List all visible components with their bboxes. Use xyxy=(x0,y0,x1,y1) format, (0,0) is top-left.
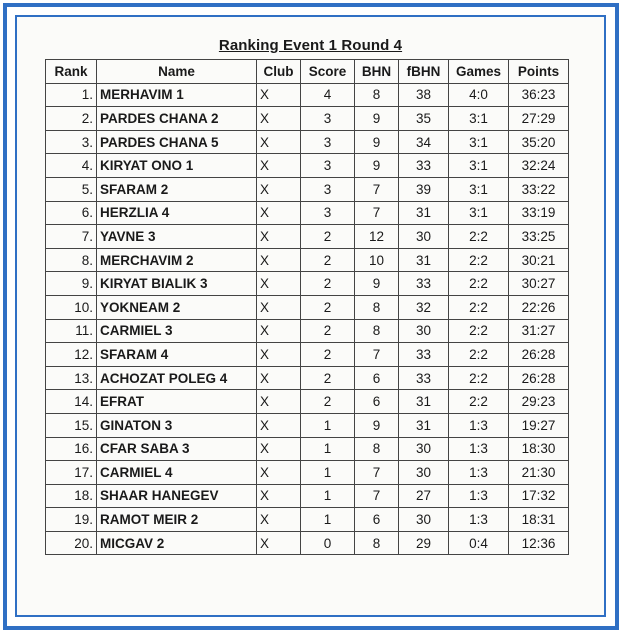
cell-name: MERCHAVIM 2 xyxy=(97,248,257,272)
cell-points: 26:28 xyxy=(509,343,569,367)
cell-points: 33:22 xyxy=(509,177,569,201)
cell-score: 3 xyxy=(301,154,355,178)
cell-club: X xyxy=(257,272,301,296)
cell-games: 2:2 xyxy=(449,225,509,249)
cell-score: 1 xyxy=(301,484,355,508)
cell-points: 36:23 xyxy=(509,83,569,107)
header-name: Name xyxy=(97,60,257,84)
cell-fbhn: 39 xyxy=(399,177,449,201)
cell-club: X xyxy=(257,154,301,178)
cell-games: 1:3 xyxy=(449,484,509,508)
cell-points: 18:31 xyxy=(509,508,569,532)
cell-bhn: 7 xyxy=(355,201,399,225)
cell-name: SFARAM 2 xyxy=(97,177,257,201)
cell-bhn: 9 xyxy=(355,413,399,437)
table-row xyxy=(46,343,569,367)
cell-name: PARDES CHANA 2 xyxy=(97,107,257,131)
cell-bhn: 8 xyxy=(355,83,399,107)
table-row xyxy=(46,154,569,178)
cell-bhn: 10 xyxy=(355,248,399,272)
cell-games: 2:2 xyxy=(449,295,509,319)
cell-fbhn: 38 xyxy=(399,83,449,107)
cell-points: 22:26 xyxy=(509,295,569,319)
cell-name: CARMIEL 4 xyxy=(97,461,257,485)
cell-name: GINATON 3 xyxy=(97,413,257,437)
cell-rank: 9. xyxy=(46,272,97,296)
cell-bhn: 9 xyxy=(355,154,399,178)
cell-score: 1 xyxy=(301,437,355,461)
cell-rank: 16. xyxy=(46,437,97,461)
cell-name: YAVNE 3 xyxy=(97,225,257,249)
cell-name: RAMOT MEIR 2 xyxy=(97,508,257,532)
cell-score: 1 xyxy=(301,413,355,437)
table-row xyxy=(46,248,569,272)
cell-bhn: 7 xyxy=(355,177,399,201)
table-row xyxy=(46,177,569,201)
cell-bhn: 6 xyxy=(355,366,399,390)
cell-rank: 12. xyxy=(46,343,97,367)
cell-rank: 20. xyxy=(46,531,97,555)
header-club: Club xyxy=(257,60,301,84)
cell-rank: 3. xyxy=(46,130,97,154)
cell-fbhn: 33 xyxy=(399,343,449,367)
cell-club: X xyxy=(257,531,301,555)
cell-club: X xyxy=(257,130,301,154)
cell-bhn: 8 xyxy=(355,437,399,461)
cell-club: X xyxy=(257,484,301,508)
cell-fbhn: 30 xyxy=(399,225,449,249)
cell-score: 2 xyxy=(301,319,355,343)
table-row xyxy=(46,461,569,485)
cell-points: 32:24 xyxy=(509,154,569,178)
cell-club: X xyxy=(257,201,301,225)
cell-fbhn: 30 xyxy=(399,319,449,343)
cell-points: 18:30 xyxy=(509,437,569,461)
cell-points: 17:32 xyxy=(509,484,569,508)
table-row xyxy=(46,83,569,107)
cell-name: KIRYAT ONO 1 xyxy=(97,154,257,178)
cell-games: 1:3 xyxy=(449,437,509,461)
cell-bhn: 7 xyxy=(355,343,399,367)
cell-club: X xyxy=(257,437,301,461)
cell-score: 4 xyxy=(301,83,355,107)
cell-club: X xyxy=(257,366,301,390)
table-row xyxy=(46,390,569,414)
cell-bhn: 8 xyxy=(355,531,399,555)
cell-fbhn: 31 xyxy=(399,390,449,414)
cell-score: 2 xyxy=(301,225,355,249)
cell-score: 0 xyxy=(301,531,355,555)
cell-rank: 4. xyxy=(46,154,97,178)
cell-score: 2 xyxy=(301,295,355,319)
cell-club: X xyxy=(257,225,301,249)
cell-points: 33:25 xyxy=(509,225,569,249)
cell-score: 1 xyxy=(301,508,355,532)
table-row xyxy=(46,484,569,508)
cell-score: 3 xyxy=(301,201,355,225)
cell-name: KIRYAT BIALIK 3 xyxy=(97,272,257,296)
header-fbhn: fBHN xyxy=(399,60,449,84)
header-points: Points xyxy=(509,60,569,84)
cell-fbhn: 30 xyxy=(399,437,449,461)
cell-games: 2:2 xyxy=(449,248,509,272)
cell-club: X xyxy=(257,295,301,319)
cell-club: X xyxy=(257,83,301,107)
cell-bhn: 6 xyxy=(355,390,399,414)
cell-bhn: 7 xyxy=(355,484,399,508)
table-row xyxy=(46,107,569,131)
cell-name: SHAAR HANEGEV xyxy=(97,484,257,508)
cell-fbhn: 34 xyxy=(399,130,449,154)
cell-fbhn: 33 xyxy=(399,272,449,296)
cell-club: X xyxy=(257,461,301,485)
table-row xyxy=(46,413,569,437)
table-row xyxy=(46,531,569,555)
cell-score: 2 xyxy=(301,248,355,272)
cell-rank: 14. xyxy=(46,390,97,414)
cell-points: 35:20 xyxy=(509,130,569,154)
cell-score: 2 xyxy=(301,366,355,390)
cell-points: 19:27 xyxy=(509,413,569,437)
cell-name: YOKNEAM 2 xyxy=(97,295,257,319)
cell-name: CARMIEL 3 xyxy=(97,319,257,343)
cell-rank: 5. xyxy=(46,177,97,201)
header-score: Score xyxy=(301,60,355,84)
cell-games: 2:2 xyxy=(449,366,509,390)
cell-points: 33:19 xyxy=(509,201,569,225)
cell-games: 3:1 xyxy=(449,154,509,178)
cell-fbhn: 30 xyxy=(399,508,449,532)
cell-games: 2:2 xyxy=(449,272,509,296)
cell-points: 26:28 xyxy=(509,366,569,390)
cell-rank: 6. xyxy=(46,201,97,225)
outer-frame xyxy=(3,3,619,630)
cell-score: 3 xyxy=(301,130,355,154)
cell-club: X xyxy=(257,319,301,343)
cell-rank: 11. xyxy=(46,319,97,343)
table-row xyxy=(46,366,569,390)
cell-score: 3 xyxy=(301,177,355,201)
cell-games: 3:1 xyxy=(449,107,509,131)
cell-score: 3 xyxy=(301,107,355,131)
cell-games: 1:3 xyxy=(449,508,509,532)
cell-points: 29:23 xyxy=(509,390,569,414)
cell-rank: 2. xyxy=(46,107,97,131)
cell-club: X xyxy=(257,343,301,367)
cell-rank: 19. xyxy=(46,508,97,532)
cell-fbhn: 27 xyxy=(399,484,449,508)
cell-club: X xyxy=(257,177,301,201)
cell-bhn: 12 xyxy=(355,225,399,249)
cell-fbhn: 33 xyxy=(399,366,449,390)
cell-name: MERHAVIM 1 xyxy=(97,83,257,107)
cell-name: MICGAV 2 xyxy=(97,531,257,555)
cell-fbhn: 29 xyxy=(399,531,449,555)
cell-rank: 1. xyxy=(46,83,97,107)
cell-rank: 10. xyxy=(46,295,97,319)
cell-fbhn: 30 xyxy=(399,461,449,485)
cell-bhn: 8 xyxy=(355,295,399,319)
cell-fbhn: 35 xyxy=(399,107,449,131)
cell-name: EFRAT xyxy=(97,390,257,414)
cell-name: ACHOZAT POLEG 4 xyxy=(97,366,257,390)
cell-club: X xyxy=(257,390,301,414)
cell-name: CFAR SABA 3 xyxy=(97,437,257,461)
cell-points: 12:36 xyxy=(509,531,569,555)
cell-points: 30:21 xyxy=(509,248,569,272)
ranking-table xyxy=(45,59,569,555)
cell-club: X xyxy=(257,508,301,532)
table-row xyxy=(46,130,569,154)
cell-bhn: 8 xyxy=(355,319,399,343)
cell-fbhn: 31 xyxy=(399,201,449,225)
cell-games: 4:0 xyxy=(449,83,509,107)
table-row xyxy=(46,295,569,319)
table-row xyxy=(46,437,569,461)
cell-points: 31:27 xyxy=(509,319,569,343)
cell-score: 2 xyxy=(301,390,355,414)
cell-rank: 8. xyxy=(46,248,97,272)
cell-games: 2:2 xyxy=(449,319,509,343)
cell-rank: 15. xyxy=(46,413,97,437)
cell-name: SFARAM 4 xyxy=(97,343,257,367)
cell-bhn: 9 xyxy=(355,107,399,131)
cell-bhn: 9 xyxy=(355,130,399,154)
table-row xyxy=(46,319,569,343)
cell-points: 21:30 xyxy=(509,461,569,485)
cell-club: X xyxy=(257,248,301,272)
cell-fbhn: 32 xyxy=(399,295,449,319)
cell-bhn: 6 xyxy=(355,508,399,532)
table-header-row xyxy=(46,60,569,84)
cell-name: PARDES CHANA 5 xyxy=(97,130,257,154)
cell-rank: 13. xyxy=(46,366,97,390)
page-title: Ranking Event 1 Round 4 xyxy=(218,37,403,54)
cell-name: HERZLIA 4 xyxy=(97,201,257,225)
cell-club: X xyxy=(257,413,301,437)
cell-rank: 18. xyxy=(46,484,97,508)
cell-score: 2 xyxy=(301,343,355,367)
cell-games: 2:2 xyxy=(449,343,509,367)
cell-games: 2:2 xyxy=(449,390,509,414)
cell-games: 3:1 xyxy=(449,177,509,201)
table-row xyxy=(46,225,569,249)
cell-bhn: 7 xyxy=(355,461,399,485)
cell-fbhn: 31 xyxy=(399,248,449,272)
cell-games: 1:3 xyxy=(449,461,509,485)
table-row xyxy=(46,508,569,532)
cell-rank: 7. xyxy=(46,225,97,249)
cell-club: X xyxy=(257,107,301,131)
cell-games: 3:1 xyxy=(449,201,509,225)
header-bhn: BHN xyxy=(355,60,399,84)
header-rank: Rank xyxy=(46,60,97,84)
cell-fbhn: 33 xyxy=(399,154,449,178)
cell-score: 2 xyxy=(301,272,355,296)
cell-bhn: 9 xyxy=(355,272,399,296)
cell-games: 3:1 xyxy=(449,130,509,154)
header-games: Games xyxy=(449,60,509,84)
cell-points: 27:29 xyxy=(509,107,569,131)
cell-games: 0:4 xyxy=(449,531,509,555)
table-row xyxy=(46,272,569,296)
cell-rank: 17. xyxy=(46,461,97,485)
table-row xyxy=(46,201,569,225)
cell-games: 1:3 xyxy=(449,413,509,437)
inner-frame xyxy=(15,15,606,617)
cell-points: 30:27 xyxy=(509,272,569,296)
cell-fbhn: 31 xyxy=(399,413,449,437)
cell-score: 1 xyxy=(301,461,355,485)
